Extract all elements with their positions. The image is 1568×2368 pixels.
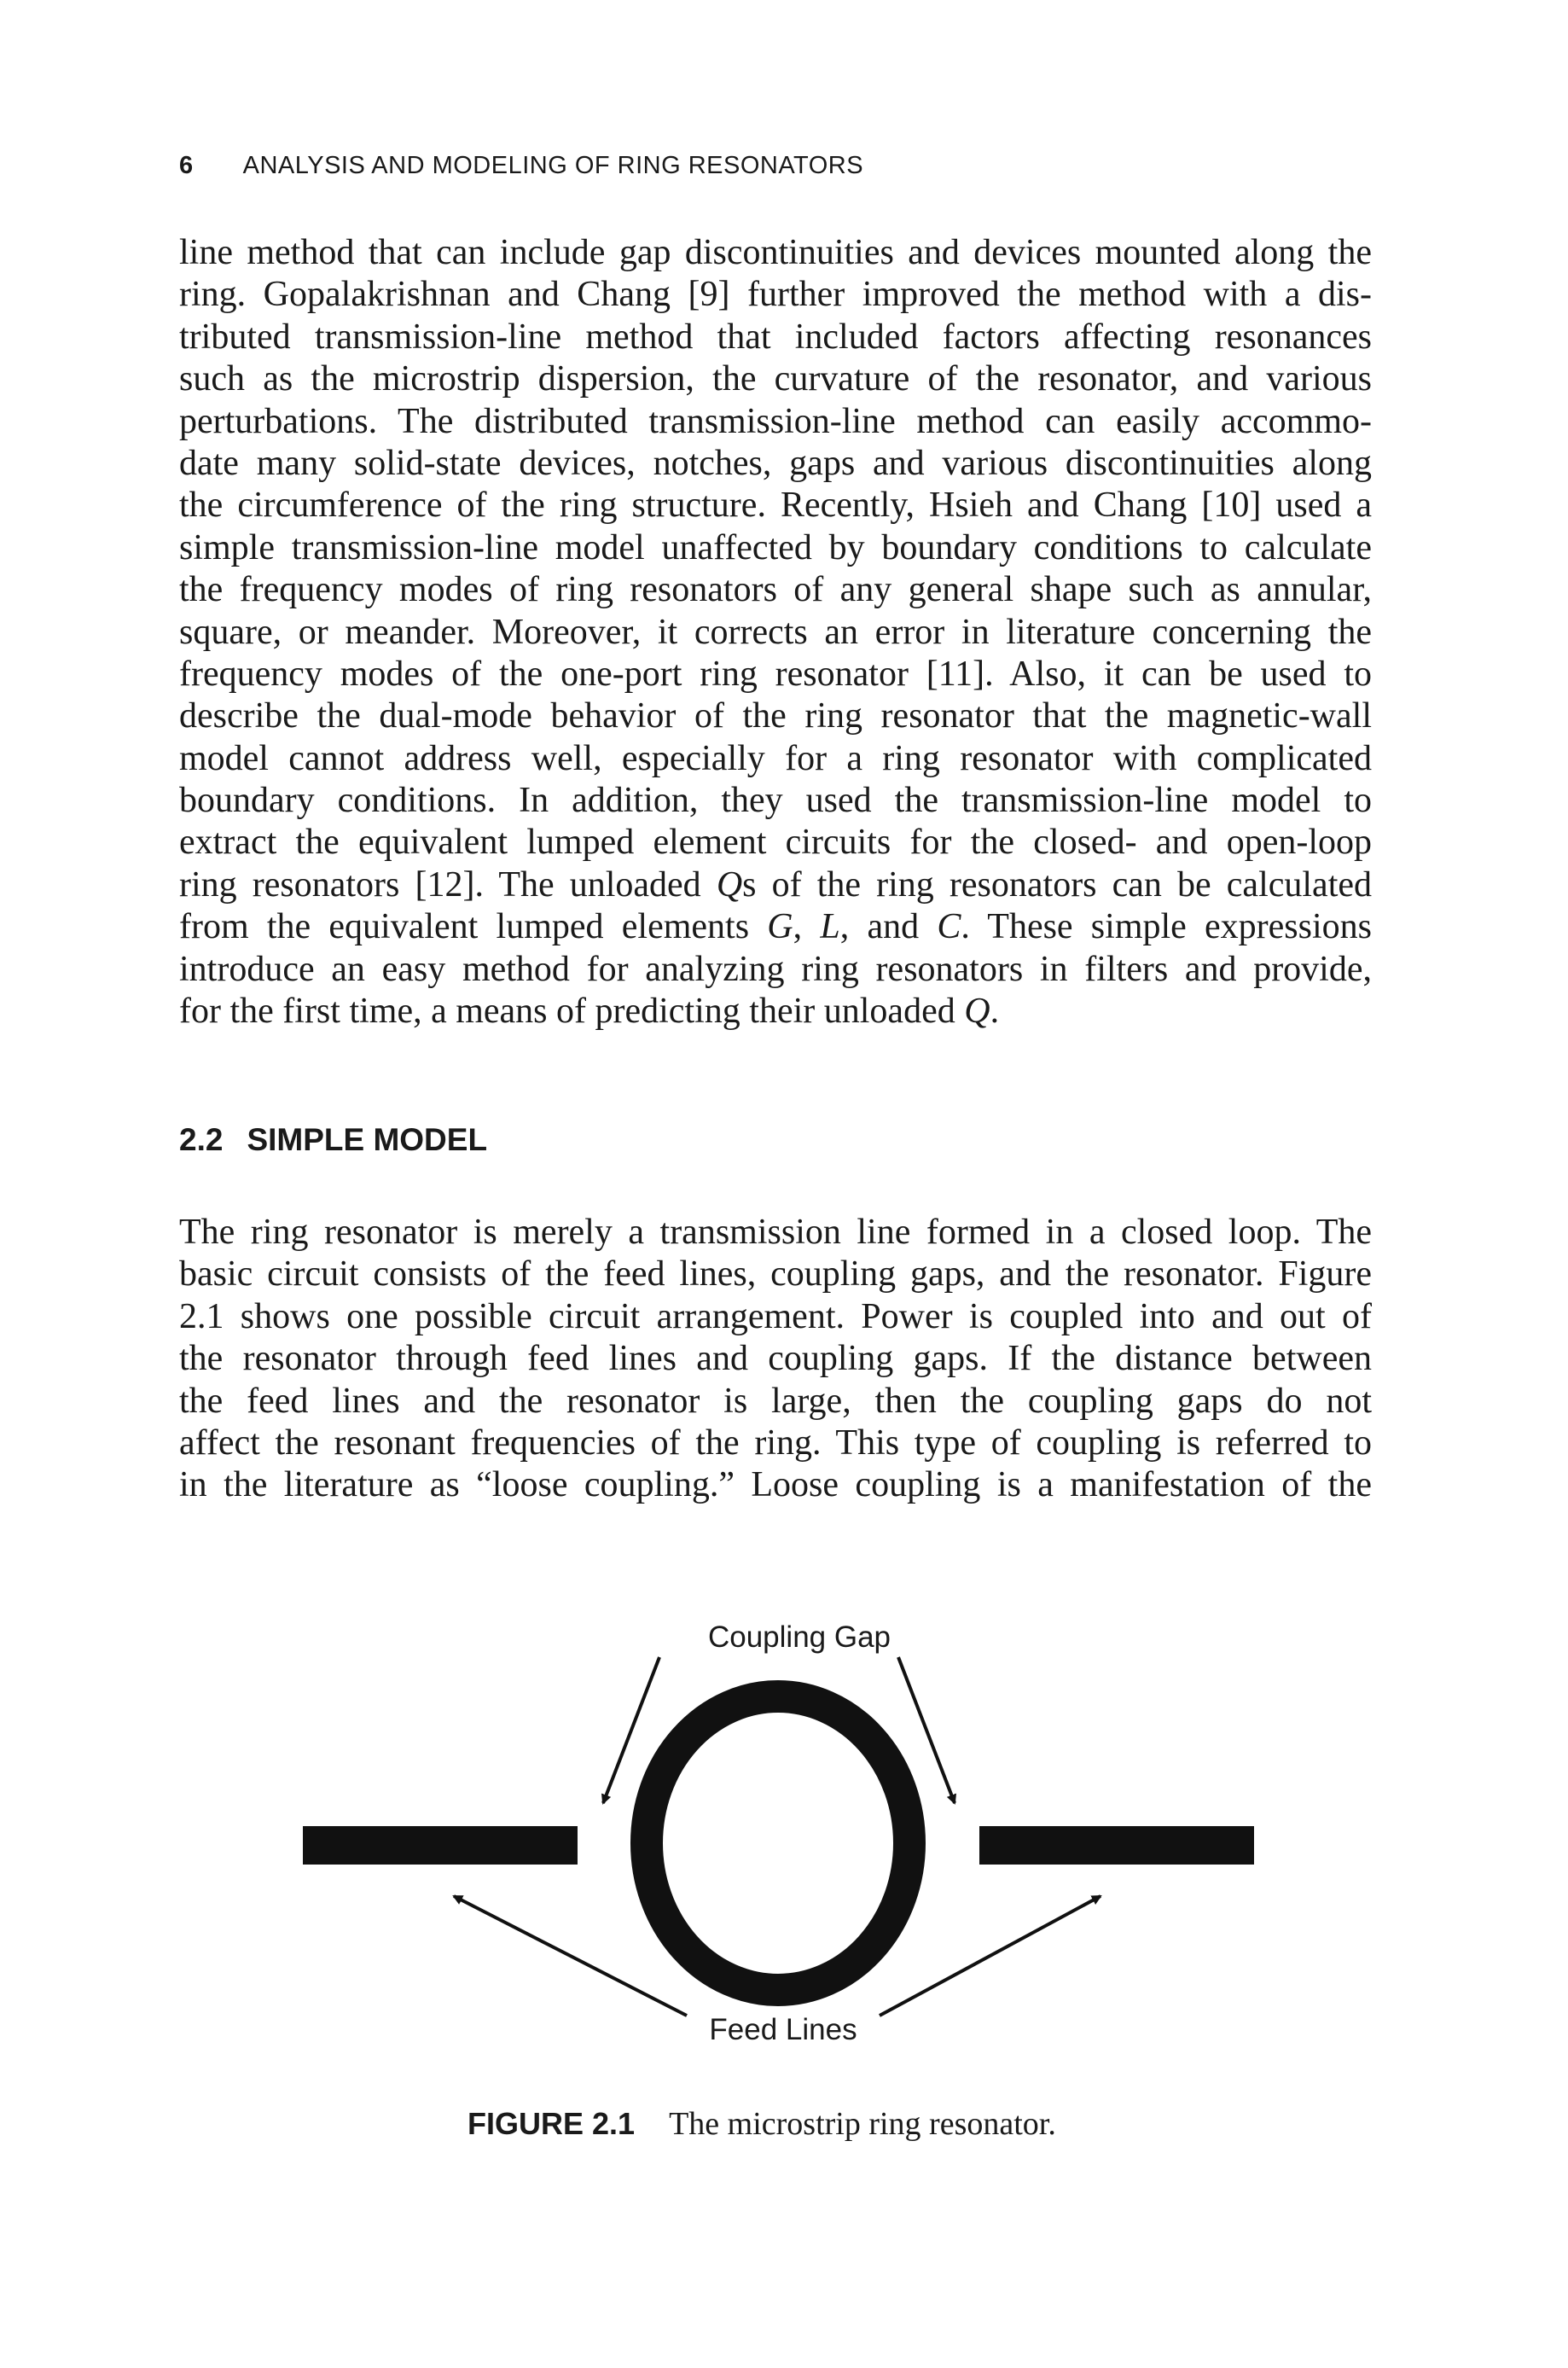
text-line: square, or meander. Moreover, it corrects an error in literature concerning the xyxy=(179,612,1372,652)
page-number: 6 xyxy=(179,152,194,179)
running-title: ANALYSIS AND MODELING OF RING RESONATORS xyxy=(242,152,864,179)
text-line: the frequency modes of ring resonators of any general shape such as annular, xyxy=(179,570,1372,610)
text-run: , and xyxy=(839,907,938,947)
text-line: 2.1 shows one possible circuit arrangement. Power is coupled into and out of xyxy=(179,1296,1372,1336)
text-line xyxy=(179,906,1372,948)
symbol-g: G xyxy=(767,907,793,947)
text-run: s of the ring resonators can be calculated xyxy=(742,864,1372,905)
caption-label: FIGURE 2.1 xyxy=(467,2106,636,2141)
text-line: in the literature as “loose coupling.” Loose coupling is a manifestation of the xyxy=(179,1465,1372,1505)
text-line: the feed lines and the resonator is large, then the coupling gaps do not xyxy=(179,1381,1372,1421)
symbol-q: Q xyxy=(964,992,990,1032)
coupling-gap-label: Coupling Gap xyxy=(707,1620,891,1654)
text-line: model cannot address well, especially for a ring resonator with complicated xyxy=(179,738,1372,778)
ring-resonator-diagram xyxy=(0,1596,1568,2057)
text-line: describe the dual-mode behavior of the ring resonator that the magnetic-wall xyxy=(179,696,1372,736)
text-line: affect the resonant frequencies of the ring. This type of coupling is referred to xyxy=(179,1423,1372,1463)
text-line: the circumference of the ring structure. Recently, Hsieh and Chang [10] used a xyxy=(179,486,1372,526)
text-line: The ring resonator is merely a transmission line formed in a closed loop. The xyxy=(179,1213,1372,1252)
text-line: introduce an easy method for analyzing ring resonators in filters and provide, xyxy=(179,949,1372,989)
text-line xyxy=(179,864,1372,906)
section-heading xyxy=(179,1122,487,1158)
symbol-c: C xyxy=(937,907,961,947)
figure-caption xyxy=(467,2105,1056,2143)
running-head xyxy=(179,152,863,180)
ring-resonator xyxy=(647,1696,909,1990)
figure-ring-resonator xyxy=(0,1596,1568,2057)
feed-line-arrow-right xyxy=(880,1896,1101,2016)
symbol-q: Q xyxy=(716,864,743,905)
feed-line-left xyxy=(303,1826,578,1865)
text-run: . xyxy=(990,992,1000,1032)
text-run: ring resonators [12]. The unloaded xyxy=(179,864,717,905)
text-line: ring. Gopalakrishnan and Chang [9] further improved the method with a dis- xyxy=(179,275,1372,315)
feed-line-right xyxy=(979,1826,1254,1865)
caption-text: The microstrip ring resonator. xyxy=(669,2106,1056,2142)
text-run: from the equivalent lumped elements xyxy=(179,907,768,947)
section-number: 2.2 xyxy=(179,1122,224,1157)
text-run: for the first time, a means of predicting their unloaded xyxy=(179,992,965,1032)
text-line: tributed transmission-line method that included factors affecting resonances xyxy=(179,317,1372,357)
text-line: the resonator through feed lines and coupling gaps. If the distance between xyxy=(179,1339,1372,1379)
text-line: date many solid-state devices, notches, gaps and various discontinuities along xyxy=(179,443,1372,483)
text-line: such as the microstrip dispersion, the curvature of the resonator, and various xyxy=(179,359,1372,399)
text-run: . These simple expressions xyxy=(961,907,1372,947)
text-run: , xyxy=(793,907,821,947)
symbol-l: L xyxy=(820,907,840,947)
text-line: line method that can include gap discontinuities and devices mounted along the xyxy=(179,233,1372,272)
text-line xyxy=(179,991,1372,1033)
paragraph-1 xyxy=(179,232,1372,1033)
text-line: simple transmission-line model unaffected by boundary conditions to calculate xyxy=(179,527,1372,567)
text-line: extract the equivalent lumped element circuits for the closed- and open-loop xyxy=(179,823,1372,863)
text-line: perturbations. The distributed transmission-line method can easily accommo- xyxy=(179,401,1372,441)
section-title: SIMPLE MODEL xyxy=(247,1122,488,1157)
text-line: basic circuit consists of the feed lines, coupling gaps, and the resonator. Figure xyxy=(179,1254,1372,1295)
paragraph-2 xyxy=(179,1212,1372,1507)
text-line: boundary conditions. In addition, they used the transmission-line model to xyxy=(179,781,1372,821)
text-line: frequency modes of the one-port ring resonator [11]. Also, it can be used to xyxy=(179,654,1372,694)
feed-lines-label: Feed Lines xyxy=(709,2013,857,2046)
